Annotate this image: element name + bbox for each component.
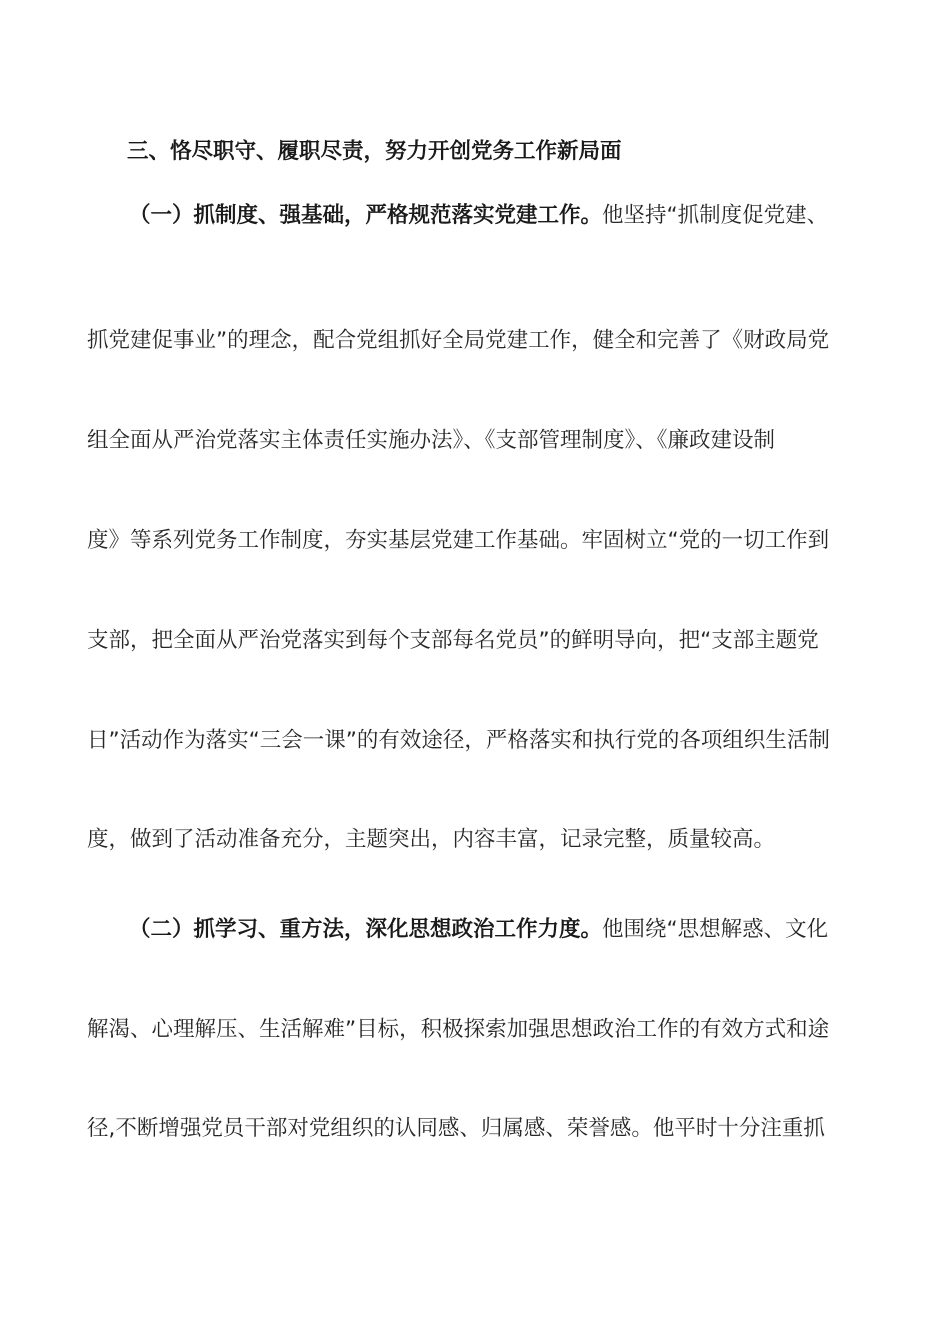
paragraph-1-line-5: 支部，把全面从严治党落实到每个支部每名党员”的鲜明导向，把“支部主题党 — [87, 628, 819, 653]
paragraph-1-lead: （一）抓制度、强基础，严格规范落实党建工作。 — [129, 203, 603, 228]
paragraph-1-line-3: 组全面从严治党落实主体责任实施办法》、《支部管理制度》、《廉政建设制 — [87, 428, 776, 453]
paragraph-1-line-2: 抓党建促事业”的理念，配合党组抓好全局党建工作，健全和完善了《财政局党 — [87, 328, 830, 353]
paragraph-1-line-6: 日”活动作为落实“三会一课”的有效途径，严格落实和执行党的各项组织生活制 — [87, 728, 830, 753]
paragraph-1-line-4: 度》等系列党务工作制度，夯实基层党建工作基础。牢固树立“党的一切工作到 — [87, 528, 830, 553]
section-heading: 三、恪尽职守、履职尽责，努力开创党务工作新局面 — [127, 139, 622, 164]
paragraph-1-line-7: 度，做到了活动准备充分，主题突出，内容丰富，记录完整，质量较高。 — [87, 827, 776, 852]
paragraph-2-line-1 — [129, 915, 867, 945]
paragraph-2-line-2: 解渴、心理解压、生活解难”目标，积极探索加强思想政治工作的有效方式和途 — [87, 1017, 830, 1042]
paragraph-2-lead: （二）抓学习、重方法，深化思想政治工作力度。 — [129, 917, 603, 942]
paragraph-1-line-1 — [129, 201, 867, 231]
paragraph-2-line-1-text: 他围绕“思想解惑、文化 — [602, 917, 829, 942]
paragraph-2-line-3: 径,不断增强党员干部对党组织的认同感、归属感、荣誉感。他平时十分注重抓 — [87, 1116, 825, 1141]
paragraph-1-line-1-text: 他坚持“抓制度促党建、 — [602, 203, 829, 228]
